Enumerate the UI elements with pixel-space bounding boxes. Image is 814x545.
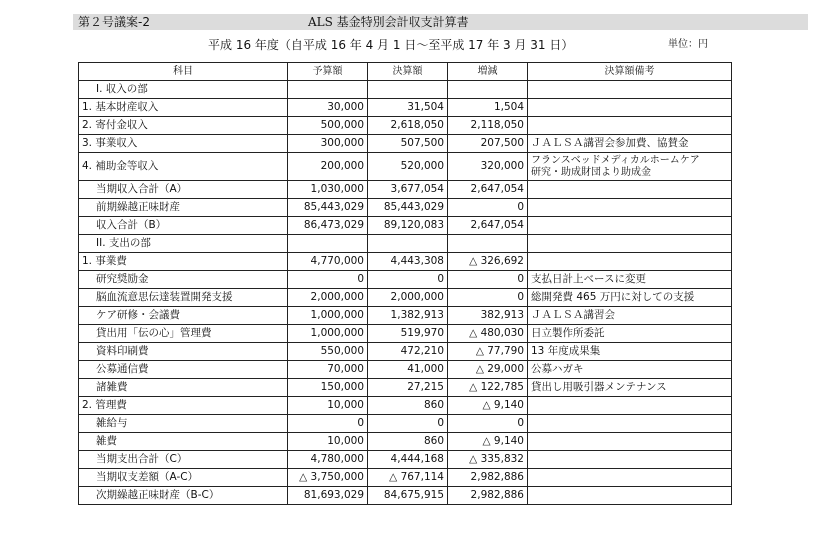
account-name-cell: 前期繰越正味財産 — [79, 199, 288, 217]
account-name-cell: I. 収入の部 — [79, 81, 288, 99]
difference-cell: 0 — [448, 289, 528, 307]
table-row — [79, 217, 732, 235]
actual-amount-cell — [368, 81, 448, 99]
document-title: ALS 基金特別会計収支計算書 — [308, 15, 469, 29]
actual-amount-cell: 860 — [368, 433, 448, 451]
remarks-cell — [528, 199, 732, 217]
budget-amount-cell: 81,693,029 — [288, 487, 368, 505]
budget-amount-cell: 200,000 — [288, 153, 368, 181]
actual-amount-cell: 85,443,029 — [368, 199, 448, 217]
remarks-cell — [528, 99, 732, 117]
difference-cell: 2,118,050 — [448, 117, 528, 135]
actual-amount-cell: 0 — [368, 415, 448, 433]
account-name-cell: 研究奨励金 — [79, 271, 288, 289]
actual-amount-cell: 519,970 — [368, 325, 448, 343]
difference-cell: 2,982,886 — [448, 487, 528, 505]
account-name-cell: 雑費 — [79, 433, 288, 451]
remarks-cell — [528, 153, 732, 181]
budget-amount-cell: 0 — [288, 415, 368, 433]
budget-amount-cell: 30,000 — [288, 99, 368, 117]
actual-amount-cell: 1,382,913 — [368, 307, 448, 325]
difference-cell: 0 — [448, 271, 528, 289]
budget-amount-cell: 70,000 — [288, 361, 368, 379]
budget-amount-cell: 150,000 — [288, 379, 368, 397]
difference-cell: △ 122,785 — [448, 379, 528, 397]
actual-amount-cell: 0 — [368, 271, 448, 289]
account-name-cell: 3. 事業収入 — [79, 135, 288, 153]
fiscal-period: 平成 16 年度（自平成 16 年 4 月 1 日～至平成 17 年 3 月 31 日） — [208, 38, 574, 52]
account-name-cell: ケア研修・会議費 — [79, 307, 288, 325]
budget-amount-cell: 1,000,000 — [288, 325, 368, 343]
budget-amount-cell: 1,030,000 — [288, 181, 368, 199]
account-name-cell: 収入合計（B） — [79, 217, 288, 235]
remarks-cell — [528, 217, 732, 235]
account-name-cell: 諸雑費 — [79, 379, 288, 397]
difference-cell: △ 77,790 — [448, 343, 528, 361]
difference-cell: △ 480,030 — [448, 325, 528, 343]
difference-cell: 0 — [448, 199, 528, 217]
actual-amount-cell: 2,000,000 — [368, 289, 448, 307]
actual-amount-cell: 520,000 — [368, 153, 448, 181]
actual-amount-cell: 3,677,054 — [368, 181, 448, 199]
remarks-cell: 13 年度成果集 — [528, 343, 732, 361]
difference-cell: 1,504 — [448, 99, 528, 117]
account-name-cell: 資料印刷費 — [79, 343, 288, 361]
remarks-cell — [528, 235, 732, 253]
difference-cell: 2,647,054 — [448, 181, 528, 199]
budget-amount-cell — [288, 81, 368, 99]
table-row — [79, 433, 732, 451]
remarks-cell — [528, 397, 732, 415]
remarks-cell — [528, 253, 732, 271]
table-row — [79, 135, 732, 153]
table-row — [79, 397, 732, 415]
actual-amount-cell: 31,504 — [368, 99, 448, 117]
table-row — [79, 81, 732, 99]
actual-amount-cell — [368, 235, 448, 253]
actual-amount-cell: △ 767,114 — [368, 469, 448, 487]
difference-cell: △ 29,000 — [448, 361, 528, 379]
remarks-cell: 総開発費 465 万円に対しての支援 — [528, 289, 732, 307]
remarks-cell — [528, 415, 732, 433]
account-name-cell: 貸出用「伝の心」管理費 — [79, 325, 288, 343]
budget-amount-cell: 500,000 — [288, 117, 368, 135]
table-row — [79, 235, 732, 253]
actual-amount-cell: 4,443,308 — [368, 253, 448, 271]
table-row — [79, 451, 732, 469]
table-row — [79, 379, 732, 397]
table-row — [79, 325, 732, 343]
account-name-cell: 当期収入合計（A） — [79, 181, 288, 199]
table-row — [79, 343, 732, 361]
column-header-difference: 増減 — [448, 63, 528, 81]
account-name-cell: 雑給与 — [79, 415, 288, 433]
table-row — [79, 307, 732, 325]
remarks-cell: 日立製作所委託 — [528, 325, 732, 343]
table-row — [79, 289, 732, 307]
actual-amount-cell: 89,120,083 — [368, 217, 448, 235]
table-row — [79, 415, 732, 433]
account-name-cell: 当期収支差額（A-C） — [79, 469, 288, 487]
account-name-cell: 公募通信費 — [79, 361, 288, 379]
actual-amount-cell: 27,215 — [368, 379, 448, 397]
column-header-notes: 決算額備考 — [528, 63, 732, 81]
account-name-cell: 1. 基本財産収入 — [79, 99, 288, 117]
budget-amount-cell — [288, 235, 368, 253]
actual-amount-cell: 2,618,050 — [368, 117, 448, 135]
remarks-cell — [528, 469, 732, 487]
account-name-cell: II. 支出の部 — [79, 235, 288, 253]
difference-cell: △ 335,832 — [448, 451, 528, 469]
actual-amount-cell: 507,500 — [368, 135, 448, 153]
difference-cell: 320,000 — [448, 153, 528, 181]
table-header-row — [79, 63, 732, 81]
account-name-cell: 1. 事業費 — [79, 253, 288, 271]
difference-cell: 2,647,054 — [448, 217, 528, 235]
difference-cell: △ 9,140 — [448, 433, 528, 451]
actual-amount-cell: 860 — [368, 397, 448, 415]
remarks-cell — [528, 451, 732, 469]
remarks-cell — [528, 487, 732, 505]
difference-cell — [448, 81, 528, 99]
budget-amount-cell: 4,770,000 — [288, 253, 368, 271]
budget-amount-cell: △ 3,750,000 — [288, 469, 368, 487]
budget-amount-cell: 10,000 — [288, 397, 368, 415]
document-number: 第２号議案-2 — [78, 15, 150, 29]
account-name-cell: 4. 補助金等収入 — [79, 153, 288, 181]
budget-amount-cell: 0 — [288, 271, 368, 289]
difference-cell: 0 — [448, 415, 528, 433]
budget-amount-cell: 1,000,000 — [288, 307, 368, 325]
table-row — [79, 487, 732, 505]
table-row — [79, 361, 732, 379]
column-header-budget: 予算額 — [288, 63, 368, 81]
difference-cell: 207,500 — [448, 135, 528, 153]
remarks-cell: 貸出し用吸引器メンテナンス — [528, 379, 732, 397]
account-name-cell: 当期支出合計（C） — [79, 451, 288, 469]
budget-amount-cell: 300,000 — [288, 135, 368, 153]
column-header-actual: 決算額 — [368, 63, 448, 81]
table-row — [79, 153, 732, 181]
table-row — [79, 199, 732, 217]
difference-cell: △ 9,140 — [448, 397, 528, 415]
currency-unit: 単位：円 — [668, 39, 708, 50]
remarks-cell — [528, 181, 732, 199]
account-name-cell: 2. 管理費 — [79, 397, 288, 415]
remarks-cell: ＪＡＬＳＡ講習会参加費、協賛金 — [528, 135, 732, 153]
remarks-cell: 公募ハガキ — [528, 361, 732, 379]
budget-amount-cell: 550,000 — [288, 343, 368, 361]
table-row — [79, 99, 732, 117]
account-name-cell: 脳血流意思伝達装置開発支援 — [79, 289, 288, 307]
remarks-cell: 支払日計上ベースに変更 — [528, 271, 732, 289]
budget-amount-cell: 10,000 — [288, 433, 368, 451]
difference-cell — [448, 235, 528, 253]
difference-cell: 382,913 — [448, 307, 528, 325]
budget-amount-cell: 85,443,029 — [288, 199, 368, 217]
budget-amount-cell: 86,473,029 — [288, 217, 368, 235]
account-name-cell: 2. 寄付金収入 — [79, 117, 288, 135]
difference-cell: 2,982,886 — [448, 469, 528, 487]
actual-amount-cell: 4,444,168 — [368, 451, 448, 469]
table-row — [79, 271, 732, 289]
difference-cell: △ 326,692 — [448, 253, 528, 271]
budget-amount-cell: 4,780,000 — [288, 451, 368, 469]
table-row — [79, 469, 732, 487]
account-name-cell: 次期繰越正味財産（B-C） — [79, 487, 288, 505]
remarks-line: 研究・助成財団より助成金 — [531, 166, 651, 178]
remarks-line: フランスベッドメディカルホームケア — [531, 154, 700, 166]
remarks-cell — [528, 117, 732, 135]
remarks-cell — [528, 81, 732, 99]
table-row — [79, 253, 732, 271]
income-expenditure-table — [78, 62, 732, 505]
column-header-item: 科目 — [79, 63, 288, 81]
remarks-cell: ＪＡＬＳＡ講習会 — [528, 307, 732, 325]
actual-amount-cell: 84,675,915 — [368, 487, 448, 505]
table-row — [79, 117, 732, 135]
table-row — [79, 181, 732, 199]
actual-amount-cell: 41,000 — [368, 361, 448, 379]
actual-amount-cell: 472,210 — [368, 343, 448, 361]
budget-amount-cell: 2,000,000 — [288, 289, 368, 307]
remarks-cell — [528, 433, 732, 451]
